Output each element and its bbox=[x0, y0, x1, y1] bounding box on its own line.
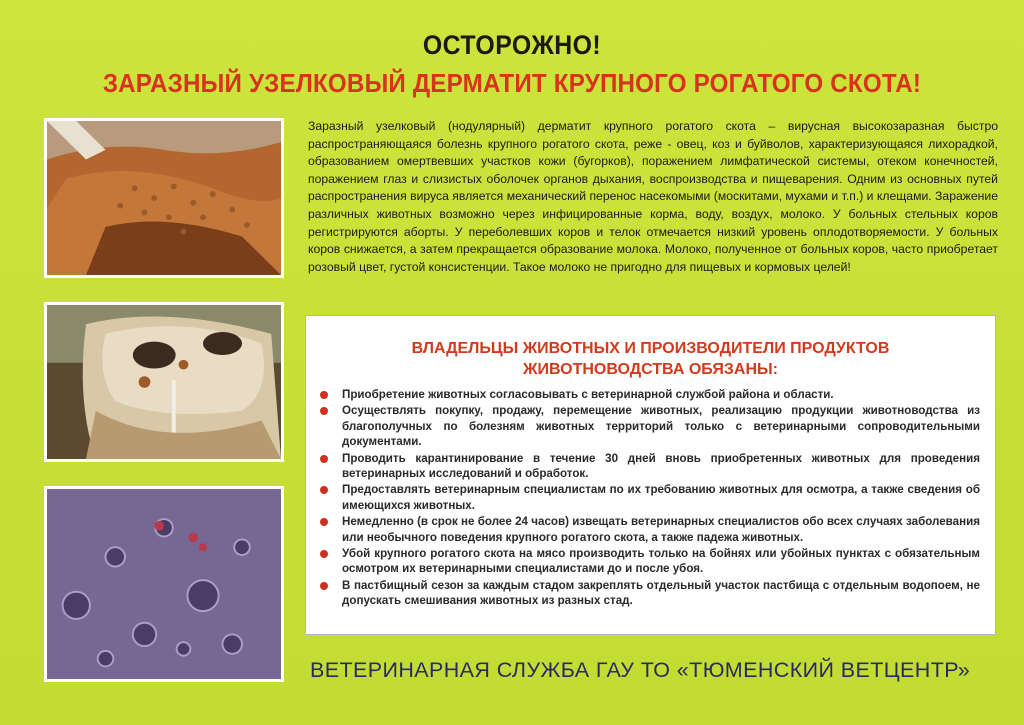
cow-neck-nodules-photo bbox=[44, 118, 284, 278]
list-item bbox=[320, 387, 980, 402]
list-item-text: Предоставлять ветеринарным специалистам по их требованию животных для осмотра, а также сведения об имеющихся животных. bbox=[342, 483, 980, 512]
footer-organization: ВЕТЕРИНАРНАЯ СЛУЖБА ГАУ ТО «ТЮМЕНСКИЙ ВЕТЦЕНТР» bbox=[310, 658, 971, 682]
list-item bbox=[320, 514, 980, 545]
skin-lesions-closeup-photo bbox=[44, 486, 284, 682]
obligations-title-line2: ЖИВОТНОВОДСТВА ОБЯЗАНЫ: bbox=[523, 361, 778, 378]
obligations-list bbox=[320, 387, 980, 610]
bullet-icon bbox=[320, 455, 328, 463]
list-item-text: Проводить карантинирование в течение 30 дней вновь приобретенных животных для проведения ветеринарных исследований и обработок. bbox=[342, 451, 980, 481]
warning-heading: ОСТОРОЖНО! bbox=[422, 30, 602, 60]
bullet-icon bbox=[320, 407, 328, 415]
obligations-title-line1: ВЛАДЕЛЬЦЫ ЖИВОТНЫХ И ПРОИЗВОДИТЕЛИ ПРОДУКТОВ bbox=[411, 340, 890, 357]
obligations-title bbox=[308, 338, 993, 380]
list-item bbox=[320, 451, 980, 482]
list-item-text: Приобретение животных согласовывать с ветеринарной службой района и области. bbox=[342, 388, 834, 401]
list-item bbox=[320, 403, 980, 449]
list-item bbox=[320, 578, 980, 609]
bullet-icon bbox=[320, 582, 328, 590]
list-item-text: Осуществлять покупку, продажу, перемещение животных, реализацию продукции животноводства из благополучных по болезням животных территорий только с ветеринарными сопроводительными документами. bbox=[342, 404, 980, 449]
list-item bbox=[320, 482, 980, 513]
poster-title: ЗАРАЗНЫЙ УЗЕЛКОВЫЙ ДЕРМАТИТ КРУПНОГО РОГАТОГО СКОТА! bbox=[102, 68, 922, 98]
obligations-box bbox=[306, 316, 995, 634]
bullet-icon bbox=[320, 486, 328, 494]
list-item-text: Немедленно (в срок не более 24 часов) извещать ветеринарных специалистов обо всех случаях заболевания или необычного поведения крупного рогатого скота, а также падежа животных. bbox=[342, 515, 980, 544]
list-item-text: В пастбищный сезон за каждым стадом закреплять отдельный участок пастбища с отдельным водопоем, не допускать смешивания животных из разных стад. bbox=[342, 578, 980, 608]
cow-muzzle-lesions-photo bbox=[44, 302, 284, 462]
list-item-text: Убой крупного рогатого скота на мясо производить только на бойнях или убойных пунктах с обязательным осмотром их ветеринарными специалистами до и после убоя. bbox=[342, 547, 980, 576]
bullet-icon bbox=[320, 550, 328, 558]
bullet-icon bbox=[320, 391, 328, 399]
list-item bbox=[320, 546, 980, 577]
disease-description: Заразный узелковый (нодулярный) дерматит крупного рогатого скота – вирусная высокозаразная быстро распространяющаяся болезнь крупного рогатого скота, реже - овец, коз и буйволов, характеризующаяся лихорадкой, образованием омертвевших участков кожи (бугорков), поражением лимфатической системы, отеком конечностей, поражением глаз и слизистых оболочек органов дыхания, воспроизводства и пищеварения. Одним из основных путей распространения вируса является механический перенос насекомыми (москитами, мухами и т.п.) и клещами. Заражение различных животных возможно через инфицированные корма, воду, воздух, молоко. У больных стельных коров регистрируются аборты. У переболевших коров и телок отмечается низкий уровень оплодотворяемости. У больных коров снижается, а затем прекращается образование молока. Молоко, полученное от больных коров, часто приобретает розовый цвет, густой консистенции. Такое молоко не пригодно для пищевых и кормовых целей! bbox=[308, 119, 998, 274]
bullet-icon bbox=[320, 518, 328, 526]
